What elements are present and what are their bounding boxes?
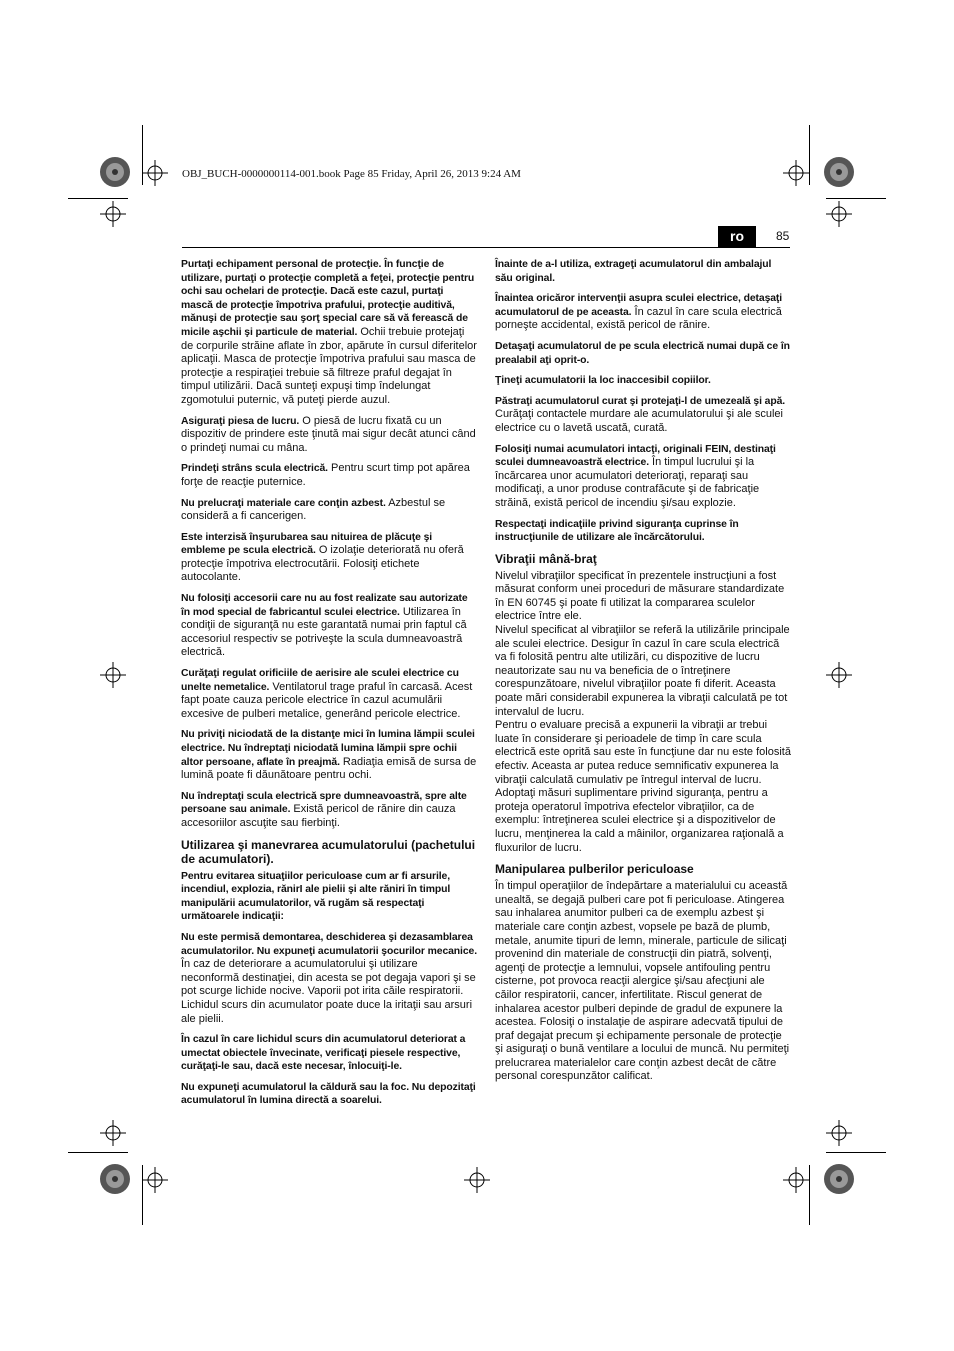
crosshair-mark-icon xyxy=(464,1167,490,1193)
crop-line xyxy=(809,125,810,185)
crop-line xyxy=(142,1165,143,1225)
crop-line xyxy=(809,1165,810,1225)
section-heading: Manipularea pulberilor periculoase xyxy=(495,862,694,877)
paragraph: Curăţaţi regulat orificiile de aerisire ale sculei electrice cu unelte nemetalice. Ventilatorul trage praful în carcasă. Acest fapt poate cauza pericole electrice în cazul acumulării excesive de pulberi metalice, generând pericole electrice. xyxy=(181,668,473,720)
crosshair-mark-icon xyxy=(142,160,168,186)
crosshair-mark-icon xyxy=(826,662,852,688)
crosshair-mark-icon xyxy=(142,1167,168,1193)
section-heading: Vibraţii mână-braţ xyxy=(495,551,597,566)
crosshair-mark-icon xyxy=(783,1167,809,1193)
paragraph: Nu priviţi niciodată de la distanţe mici în lumina lămpii sculei electrice. Nu îndreptaţi niciodată lumina lămpii spre ochii altor persoane, aflate în preajmă. Radiaţia emisă de sursa de lumină poate fi dăunătoare pentru ochi. xyxy=(181,729,477,782)
language-badge: ro xyxy=(718,226,756,247)
paragraph: Nivelul vibraţiilor specificat în prezentele instrucţiuni a fost măsurat conform unei proceduri de măsurare standardizate în EN 60745 şi poate fi utilizat la compararea sculelor electrice între ele. xyxy=(495,569,785,623)
print-file-info: OBJ_BUCH-0000000114-001.book Page 85 Friday, April 26, 2013 9:24 AM xyxy=(182,168,521,180)
crosshair-mark-icon xyxy=(826,201,852,227)
crosshair-mark-icon xyxy=(100,201,126,227)
crop-line xyxy=(826,198,886,199)
paragraph: Pentru evitarea situaţiilor periculoase cum ar fi arsurile, incendiul, explozia, rănirI ale pielii şi alte răniri în timpul manipulării acumulatorilor, vă rugăm să respectaţi următoarele indicaţii: xyxy=(181,870,451,923)
paragraph: Nu prelucraţi materiale care conţin azbest. Azbestul se consideră a fi cancerigen. xyxy=(181,496,446,523)
paragraph: Purtaţi echipament personal de protecţie. În funcţie de utilizare, purtaţi o protecţie completă a feţei, protecţie pentru ochi sau ochelari de protecţie. Dacă este cazul, purtaţi mască de protecţie împotriva prafului, protecţie auditivă, mănuşi de protecţie sau şorţ special care să vă ferească de micile aşchii şi particule de material. Ochii trebuie protejaţi de corpurile străine aflate în zbor, apărute în cursul diferitelor aplicaţii. Masca de protecţie împotriva prafului sau masca de protecţie a respiraţiei trebuie să filtreze praful degajat în timpul utilizării. Dacă sunteţi expuşi timp îndelungat zgomotului puternic, vă puteţi pierde auzul. xyxy=(181,259,477,406)
crop-line xyxy=(68,198,128,199)
paragraph: Prindeţi strâns scula electrică. Pentru scurt timp pot apărea forţe de reacţie puternice. xyxy=(181,462,470,488)
crosshair-mark-icon xyxy=(100,1120,126,1146)
paragraph: Înaintea oricăror intervenţii asupra sculei electrice, detaşaţi acumulatorul de pe aceasta. În cazul în care scula electrică porneşte accidental, există pericol de rănire. xyxy=(495,293,783,332)
left-column xyxy=(181,258,477,1115)
paragraph: Ţineţi acumulatorii la loc inaccesibil copiilor. xyxy=(495,375,711,387)
right-column xyxy=(495,258,791,1091)
registration-mark-icon xyxy=(98,1162,132,1196)
crop-line xyxy=(142,125,143,185)
paragraph: Nu îndreptaţi scula electrică spre dumneavoastră, spre alte persoane sau animale. Există pericol de rănire din cauza accesoriilor ascuţite sau fierbinţi. xyxy=(181,790,467,829)
paragraph: Nu este permisă demontarea, deschiderea şi dezasamblarea acumulatorilor. Nu expuneţi acumulatorii şocurilor mecanice. În caz de deteriorare a acumulatorului şi utilizare neconformă destinaţiei, din acesta se pot degaja vapori şi se pot scurge lichide nocive. Vaporii pot irita căile respiratorii. Lichidul scurs din acumulator poate duce la iritaţii sau arsuri ale pielii. xyxy=(181,931,477,1025)
paragraph: Pentru o evaluare precisă a expunerii la vibraţii ar trebui luate în considerare şi perioadele de timp în care scula electrică este oprită sau este în funcţiune dar nu este folosită efectiv. Aceasta ar putea reduce semnificativ expunerea la vibraţii calculată cumulativ pe întregul interval de lucru. xyxy=(495,719,791,786)
crosshair-mark-icon xyxy=(826,1120,852,1146)
paragraph: Adoptaţi măsuri suplimentare privind siguranţa, pentru a proteja operatorul împotriva efectelor vibraţiilor, ca de exemplu: întreţinerea sculei electrice şi a dispozitivelor de lucru, menţinerea la cald a mâinilor, organizarea raţională a fluxurilor de lucru. xyxy=(495,787,784,854)
paragraph: Păstraţi acumulatorul curat şi protejaţi-l de umezeală şi apă. Curăţaţi contactele murdare ale acumulatorului şi ale sculei electrice cu o lavetă uscată, curată. xyxy=(495,395,786,434)
header-rule xyxy=(182,247,790,248)
paragraph: În timpul operaţiilor de îndepărtare a materialului cu această unealtă, se degajă pulberi care pot fi periculoase. Atingerea sau inhalarea anumitor pulberi ca de exemplu azbest şi materiale care conţin azbest, vopsele pe bază de plumb, metale, anumite tipuri de lemn, minerale, particule de silicaţi provenind din materiale de construcţii din piatră, solvenţi, agenţi de protecţie a lemnului, vopsele antifouling pentru cisterne, pot provoca reacţii alergice şi/sau afecţiuni ale căilor respiratorii, cancer, infertilitate. Riscul generat de inhalarea acestor pulberi depinde de gradul de expunere la acestea. Folosiţi o instalaţie de aspirare adecvată tipului de praf degajat precum şi echipamente personale de protecţie şi asiguraţi o bună ventilare a locului de muncă. Nu permiteţi prelucrarea materialelor care conţin azbest decât de către personal corespunzător calificat. xyxy=(495,880,790,1083)
paragraph: Nivelul specificat al vibraţiilor se referă la utilizările principale ale sculei electrice. Desigur în cazul în care scula electrică va fi folosită pentru alte utilizări, cu dispozitive de lucru neautorizate sau nu va beneficia de o întreţinere corespunzătoare, nivelul vibraţiilor poate fi diferit. Aceasta poate mări considerabil expunerea la vibraţii calculată pe tot intervalul de lucru. xyxy=(495,624,790,718)
paragraph: Nu folosiţi accesorii care nu au fost realizate sau autorizate în mod special de fabricantul sculei electrice. Utilizarea în condiţii de siguranţă nu este garantată numai prin faptul că accesoriul respectiv se potriveşte la scula dumneavoastră electrică. xyxy=(181,593,468,659)
crosshair-mark-icon xyxy=(100,662,126,688)
page-number: 85 xyxy=(776,229,790,243)
paragraph: Este interzisă înşurubarea sau nituirea de plăcuţe şi embleme pe scula electrică. O izolaţie deteriorată nu oferă protecţie împotriva electrocutării. Folosiţi etichete autocolante. xyxy=(181,531,464,584)
section-heading: Utilizarea şi manevrarea acumulatorului (pachetului de acumulatori). xyxy=(181,837,476,866)
registration-mark-icon xyxy=(822,155,856,189)
paragraph: Asiguraţi piesa de lucru. O piesă de lucru fixată cu un dispozitiv de prindere este ţinută mai sigur decât atunci când o prindeţi numai cu mâna. xyxy=(181,414,476,454)
crop-line xyxy=(826,1152,886,1153)
crop-line xyxy=(68,1152,128,1153)
crosshair-mark-icon xyxy=(783,160,809,186)
paragraph: În cazul în care lichidul scurs din acumulatorul deteriorat a umectat obiectele învecinate, verificaţi piesele respective, curăţaţi-le sau, dacă este necesar, înlocuiţi-le. xyxy=(181,1034,466,1073)
registration-mark-icon xyxy=(98,155,132,189)
paragraph: Înainte de a-l utiliza, extrageţi acumulatorul din ambalajul său original. xyxy=(495,259,772,284)
paragraph: Nu expuneţi acumulatorul la căldură sau la foc. Nu depozitaţi acumulatorul în lumina directă a soarelui. xyxy=(181,1081,476,1107)
paragraph: Folosiţi numai acumulatori intacţi, originali FEIN, destinaţi sculei dumneavoastră electrice. În timpul lucrului şi la încărcarea unor acumulatori deterioraţi, reparaţi sau modificaţi, a unor produse contrafăcute şi de fabricaţie străină, există pericol de incendiu şi/sau explozie. xyxy=(495,443,776,509)
registration-mark-icon xyxy=(822,1162,856,1196)
paragraph: Respectaţi indicaţiile privind siguranţa cuprinse în instrucţiunile de utilizare ale încărcătorului. xyxy=(495,518,739,544)
paragraph: Detaşaţi acumulatorul de pe scula electrică numai după ce în prealabil aţi oprit-o. xyxy=(495,340,790,366)
